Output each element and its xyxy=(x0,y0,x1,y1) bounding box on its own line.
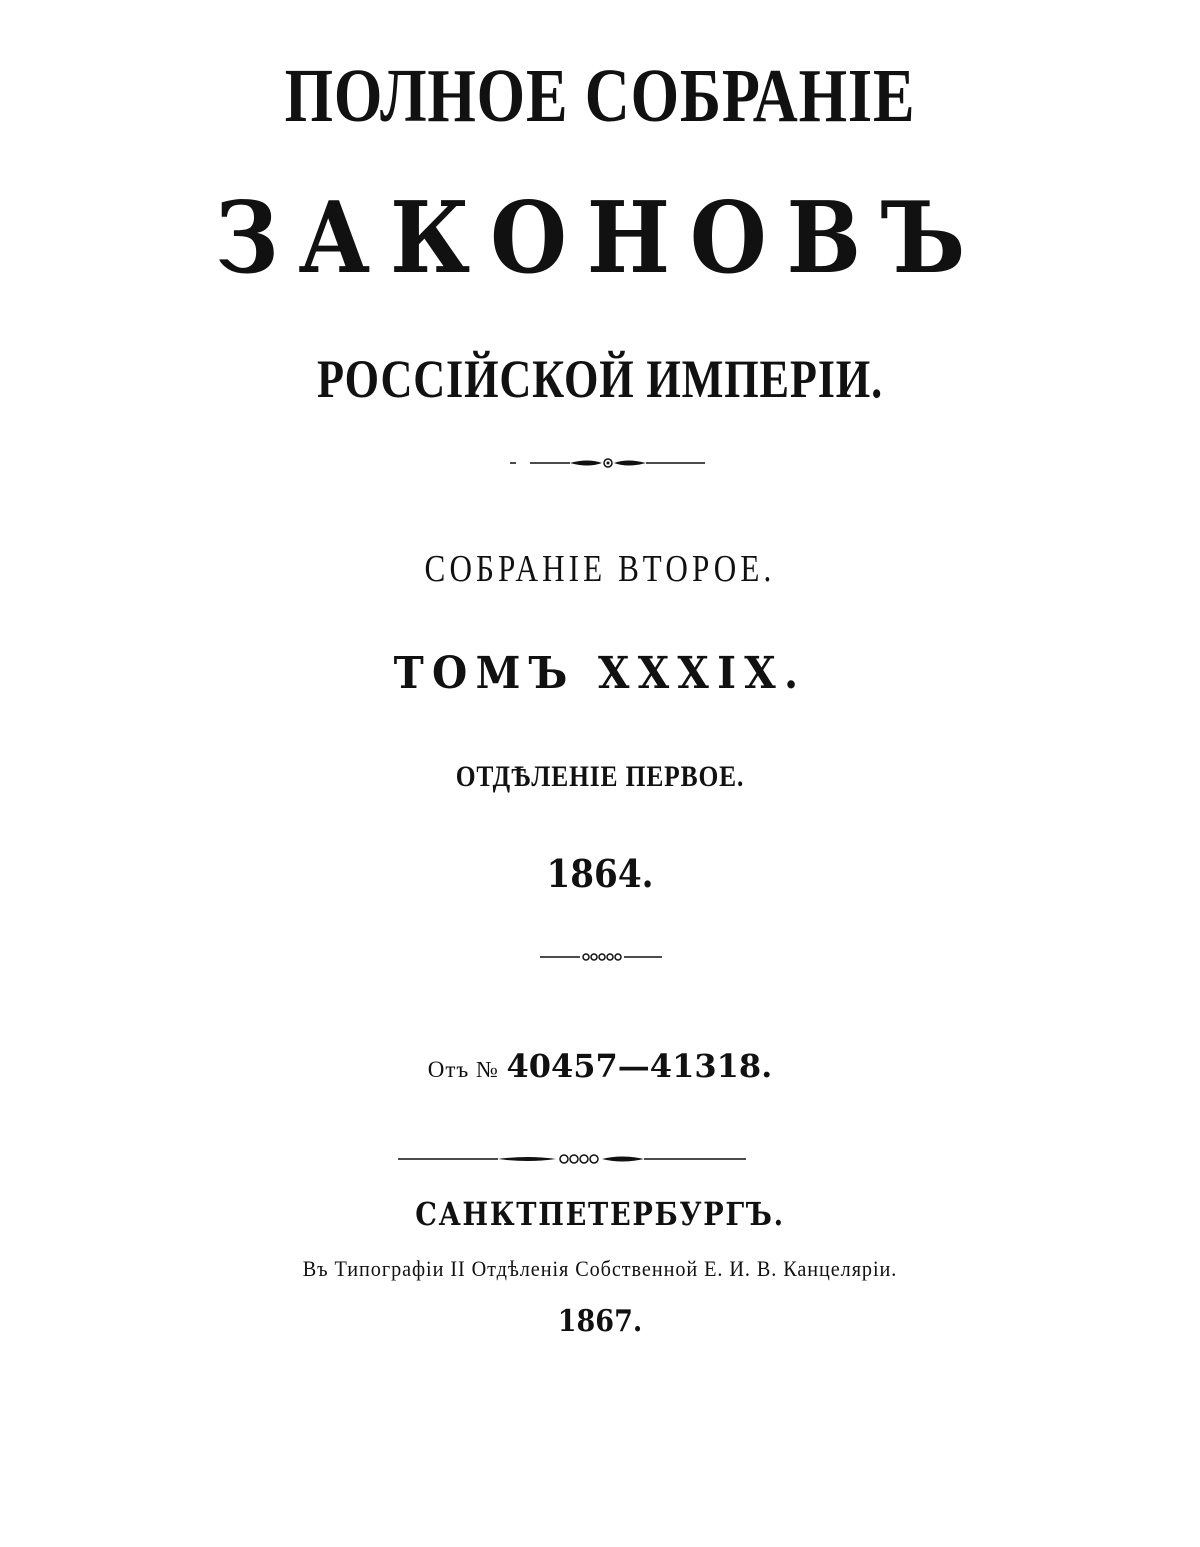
title-line-1: ПОЛНОЕ СОБРАНІЕ xyxy=(284,54,916,138)
title-line-3: РОССІЙСКОЙ ИМПЕРІИ. xyxy=(317,349,883,409)
title-line-2: ЗАКОНОВЪ xyxy=(214,181,985,296)
number-prefix: Отъ № xyxy=(427,1057,499,1082)
law-number-range xyxy=(0,1047,1200,1085)
ornament-divider-top xyxy=(510,452,705,474)
volume-label: ТОМЪ XXXIX. xyxy=(393,648,807,699)
ornament-divider-middle xyxy=(540,949,662,965)
collection-label: СОБРАНІЕ ВТОРОЕ. xyxy=(424,548,776,590)
imprint-printer: Въ Типографіи II Отдѣленія Собственной Е. И. В. Канцеляріи. xyxy=(302,1256,898,1281)
year-label: 1864. xyxy=(546,851,654,896)
number-range: 40457—41318. xyxy=(506,1047,773,1085)
ornament-divider-bottom xyxy=(398,1148,746,1170)
imprint-city: САНКТПЕТЕРБУРГЪ. xyxy=(415,1195,785,1233)
section-label: ОТДѢЛЕНІЕ ПЕРВОЕ. xyxy=(455,760,745,793)
imprint-year: 1867. xyxy=(557,1304,643,1339)
